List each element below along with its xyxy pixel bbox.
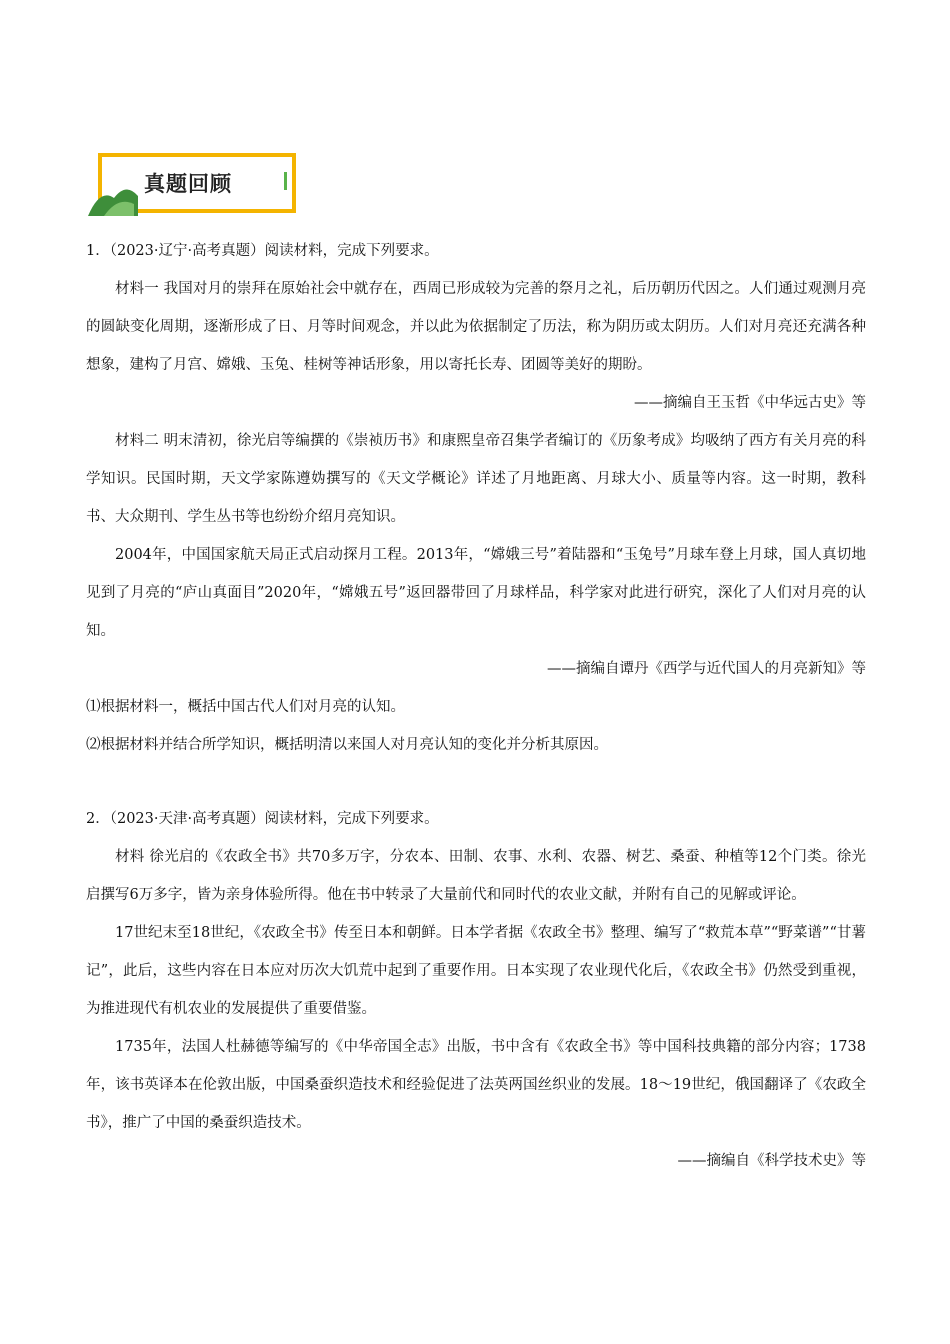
material-paragraph: 1735年，法国人杜赫德等编写的《中华帝国全志》出版，书中含有《农政全书》等中国科技典籍的部分内容；1738年，该书英译本在伦敦出版，中国桑蚕织造技术和经验促进了法英两国丝织业的发展。18～19世纪，俄国翻译了《农政全书》，推广了中国的桑蚕织造技术。 <box>86 1039 866 1131</box>
section-header <box>86 152 298 216</box>
source-citation: ——摘编自《科学技术史》等 <box>677 1153 866 1169</box>
document-body <box>86 232 866 1180</box>
source-citation: ——摘编自谭丹《西学与近代国人的月亮新知》等 <box>547 661 866 677</box>
material-paragraph: 材料 徐光启的《农政全书》共70多万字，分农本、田制、农事、水利、农器、树艺、桑蚕、种植等12个门类。徐光启撰写6万多字，皆为亲身体验所得。他在书中转录了大量前代和同时代的农业文献，并附有自己的见解或评论。 <box>86 849 866 903</box>
question-intro: （2023·辽宁·高考真题）阅读材料，完成下列要求。 <box>109 243 439 259</box>
source-citation: ——摘编自王玉哲《中华远古史》等 <box>634 395 866 411</box>
question-2-head <box>86 800 866 838</box>
material-paragraph: 材料二 明末清初，徐光启等编撰的《崇祯历书》和康熙皇帝召集学者编订的《历象考成》均吸纳了西方有关月亮的科学知识。民国时期，天文学家陈遵妫撰写的《天文学概论》详述了月地距离、月球大小、质量等内容。这一时期，教科书、大众期刊、学生丛书等也纷纷介绍月亮知识。 <box>86 433 866 525</box>
question-number: 2． <box>86 811 110 827</box>
question-1-head <box>86 232 866 270</box>
question-intro: （2023·天津·高考真题）阅读材料，完成下列要求。 <box>109 811 439 827</box>
sub-question: ⑵根据材料并结合所学知识，概括明清以来国人对月亮认知的变化并分析其原因。 <box>86 737 608 753</box>
header-title: 真题回顾 <box>144 172 232 196</box>
material-paragraph: 材料一 我国对月的崇拜在原始社会中就存在，西周已形成较为完善的祭月之礼，后历朝历代因之。人们通过观测月亮的圆缺变化周期，逐渐形成了日、月等时间观念，并以此为依据制定了历法，称为阴历或太阴历。人们对月亮还充满各种想象，建构了月宫、嫦娥、玉兔、桂树等神话形象，用以寄托长寿、团圆等美好的期盼。 <box>86 281 866 373</box>
sub-question: ⑴根据材料一，概括中国古代人们对月亮的认知。 <box>86 699 405 715</box>
material-paragraph: 2004年，中国国家航天局正式启动探月工程。2013年，“嫦娥三号”着陆器和“玉兔号”月球车登上月球，国人真切地见到了月亮的“庐山真面目”2020年，“嫦娥五号”返回器带回了月球样品，科学家对此进行研究，深化了人们对月亮的认知。 <box>86 547 866 639</box>
material-paragraph: 17世纪末至18世纪，《农政全书》传至日本和朝鲜。日本学者据《农政全书》整理、编写了“救荒本草”“野菜谱”“甘薯记”，此后，这些内容在日本应对历次大饥荒中起到了重要作用。日本实现了农业现代化后，《农政全书》仍然受到重视，为推进现代有机农业的发展提供了重要借鉴。 <box>86 925 866 1017</box>
spacer <box>86 764 866 800</box>
question-number: 1． <box>86 243 110 259</box>
